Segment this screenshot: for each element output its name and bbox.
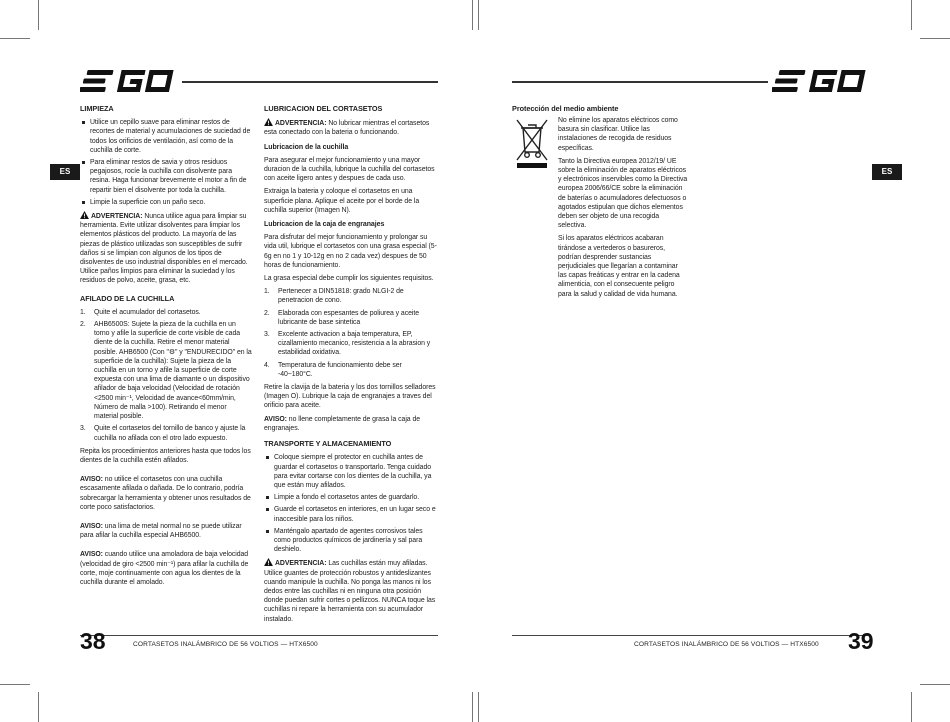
section-heading: LIMPIEZA (80, 104, 114, 113)
crossed-bin-icon (514, 116, 550, 170)
list-item: Para eliminar restos de savia y otros residuos pegajosos, rocíe la cuchilla con disolvente para resina. Haga funcionar brevemente el motor a fin de repartir bien el disolvente por toda la cuchilla. (80, 158, 252, 195)
sharpen-list (80, 308, 252, 443)
storage-list (264, 453, 438, 554)
notice-paragraph: AVISO: cuando utilice una amoladora de baja velocidad (velocidad de giro <2500 min⁻¹) para afilar la cuchilla de corte, moje continuamente con agua los dientes de la cuchilla durante el amolado. (80, 551, 249, 586)
grease-requirements-list (264, 287, 438, 379)
ego-logo (80, 68, 178, 94)
section-heading: TRANSPORTE Y ALMACENAMIENTO (264, 439, 392, 449)
list-item: Coloque siempre el protector en cuchilla antes de guardar el cortasetos o transportarlo. Tenga cuidado para evitar cortarse con los dientes de la cuchilla, ya que están muy afilados. (264, 453, 438, 490)
section-heading: AFILADO DE LA CUCHILLA (80, 293, 175, 303)
body-text: Si los aparatos eléctricos acabaran tirándose a vertederos o basureros, podrían desprender sustancias perjudiciales que llegarían a contaminar las capas freáticas y entrar en la cadena alimenticia, con el consecuente peligro para la salud y calidad de vida humana. (558, 235, 680, 298)
crop-mark (920, 684, 950, 685)
environment-text (558, 116, 688, 303)
notice-paragraph: AVISO: una lima de metal normal no se puede utilizar para afilar la cuchilla especial AHB6500. (80, 522, 242, 540)
left-column-1 (80, 98, 252, 591)
warning-label: ADVERTENCIA: (275, 560, 327, 568)
crop-mark (911, 0, 912, 30)
list-item: Limpie a fondo el cortasetos antes de guardarlo. (264, 493, 438, 502)
body-text: Repita los procedimientos anteriores hasta que todos los dientes de la cuchilla estén afilados. (80, 447, 251, 464)
list-item: Utilice un cepillo suave para eliminar restos de recortes de material y acumulaciones de suciedad de todos los orificios de ventilación, así como de la cuchilla de corte. (80, 118, 252, 155)
crop-mark (478, 0, 479, 30)
warning-paragraph (80, 211, 252, 286)
crop-mark (472, 692, 473, 722)
list-item: 2. Elaborada con espesantes de poliurea y aceite lubricante de base sintetica (264, 309, 420, 326)
warning-icon (264, 558, 273, 566)
crop-mark (0, 684, 30, 685)
list-item: 2. AHB6500S: Sujete la pieza de la cuchilla en un torno y afile la superficie de corte visible de cada diente de la cuchilla. Retire el menor material posible. AHB6500 (Con "⚙" y "ENDURECIDO" en la superficie de la cuchilla): Sujete la pieza de la cuchilla en un torno y afile la superficie de corte expuesta con una lima de diamante o un dispositivo afilador de baja velocidad (Velocidad de rotación <2500 min⁻¹, Velocidad de avance<60mm/min, Número de malla >100). Retirando el menor material posible. (80, 321, 252, 421)
notice-paragraph: AVISO: no utilice el cortasetos con una cuchilla escasamente afilada o dañada. De lo contrario, podría sobrecargar la herramienta y obtener unos resultados de corte poco satisfactorios. (80, 476, 251, 511)
cleaning-list (80, 118, 252, 207)
body-text: Tanto la Directiva europea 2012/19/ UE sobre la eliminación de aparatos eléctricos y electrónicos inservibles como la Directiva europea 2006/66/CE sobre la eliminación de baterías o acumuladores defectuosos o agotados estipulan que dichos elementos deben ser objeto de una recogida selectiva. (558, 157, 688, 230)
ego-logo (772, 68, 870, 94)
warning-text: Nunca utilice agua para limpiar su herramienta. Evite utilizar disolventes para limpiar los elementos plásticos del producto. La mayoría de las piezas de plástico utilizadas son susceptibles de sufrir daños si se limpian con algunos de los tipos de disolventes de uso industrial disponibles en el mercado. Utilice paños limpios para eliminar la suciedad y los residuos de polvo, aceite, grasa, etc. (80, 213, 248, 285)
body-text: No elimine los aparatos eléctricos como basura sin clasificar. Utilice las instalaciones de recogida de residuos específicas. (558, 117, 678, 152)
notice-paragraph: AVISO: no llene completamente de grasa la caja de engranajes. (264, 415, 421, 432)
body-text: La grasa especial debe cumplir los siguientes requisitos. (264, 275, 434, 283)
list-item: 4. Temperatura de funcionamiento debe ser -40~180°C. (264, 361, 402, 378)
notice-label: AVISO: (80, 476, 103, 484)
list-item: 3. Excelente activacion a baja temperatura, EP, cizallamiento mecanico, resistencia a la abrasion y estabilidad oxidativa. (264, 331, 431, 357)
warning-label: ADVERTENCIA: (91, 213, 143, 221)
section-heading: LUBRICACION DEL CORTASETOS (264, 104, 383, 113)
body-text: Extraiga la bateria y coloque el cortasetos en una superficie plana. Aplique el aceite por el borde de la cuchilla superior (Imagen N). (264, 188, 420, 214)
footer-rule (80, 635, 438, 636)
left-column-2 (264, 98, 438, 628)
body-text: Para asegurar el mejor funcionamiento y una mayor duracion de la cuchilla, lubrique la cuchilla del cortasetos con aceite ligero antes y despues de cada uso. (264, 156, 435, 183)
list-item: Manténgalo apartado de agentes corrosivos tales como productos químicos de jardinería y sal para deshielo. (264, 527, 438, 555)
page-number: 38 (80, 628, 106, 654)
notice-label: AVISO: (80, 522, 103, 530)
list-item: 1. Quite el acumulador del cortasetos. (80, 308, 201, 316)
crop-mark (920, 38, 950, 39)
notice-label: AVISO: (80, 551, 103, 559)
list-item: 3. Quite el cortasetos del tornillo de banco y ajuste la cuchilla no afilada con el otro lado expuesto. (80, 425, 246, 442)
crop-mark (0, 38, 30, 39)
notice-label: AVISO: (264, 415, 287, 423)
list-item: 1. Pertenecer a DIN51818: grado NLGI-2 de penetracion de cono. (264, 288, 404, 305)
body-text: Retire la clavija de la bateria y los dos tornillos selladores (Imagen O). Lubrique la caja de engranajes a traves del orificio para aceite. (264, 384, 436, 410)
crop-mark (478, 692, 479, 722)
warning-label: ADVERTENCIA: (275, 120, 327, 128)
header-rule (512, 81, 768, 83)
page-number: 39 (848, 628, 874, 654)
warning-paragraph: ADVERTENCIA: Las cuchillas están muy afiladas. Utilice guantes de protección robustos y antideslizantes cuando manipule la cuchilla. No ponga las manos ni los dedos entre las cuchillas ni en ninguna otra posición donde puedan sufrir cortes o pellizcos. NUNCA toque las cuchillas ni repare la herramienta con su acumulador instalado. (264, 560, 436, 623)
section-heading: Protección del medio ambiente (512, 104, 619, 113)
crop-mark (38, 0, 39, 30)
crop-mark (911, 692, 912, 722)
header-rule (182, 81, 438, 83)
body-text: Para disfrutar del mejor funcionamiento y prolongar su vida util, lubrique el cortasetos con una grasa especial (5-6g en no 1 y 10-12g en no 2 cada vez) despues de 50 horas de funcionamiento. (264, 234, 437, 269)
subheading: Lubricacion de la caja de engranajes (264, 221, 385, 229)
crop-mark (38, 692, 39, 722)
language-tab: ES (50, 164, 80, 180)
warning-paragraph: ADVERTENCIA: No lubricar mientras el cortasetos esta conectado con la bateria o funcionando. (264, 120, 430, 137)
warning-icon (264, 118, 273, 126)
footer-rule (512, 635, 870, 636)
footer-title: CORTASETOS INALÁMBRICO DE 56 VOLTIOS — HTX6500 (634, 641, 819, 648)
list-item: Limpie la superficie con un paño seco. (80, 198, 252, 207)
warning-icon (80, 211, 89, 219)
footer-title: CORTASETOS INALÁMBRICO DE 56 VOLTIOS — HTX6500 (133, 641, 318, 648)
subheading: Lubricacion de la cuchilla (264, 143, 349, 151)
language-tab: ES (872, 164, 902, 180)
crop-mark (472, 0, 473, 30)
list-item: Guarde el cortasetos en interiores, en un lugar seco e inaccesible para los niños. (264, 505, 438, 523)
